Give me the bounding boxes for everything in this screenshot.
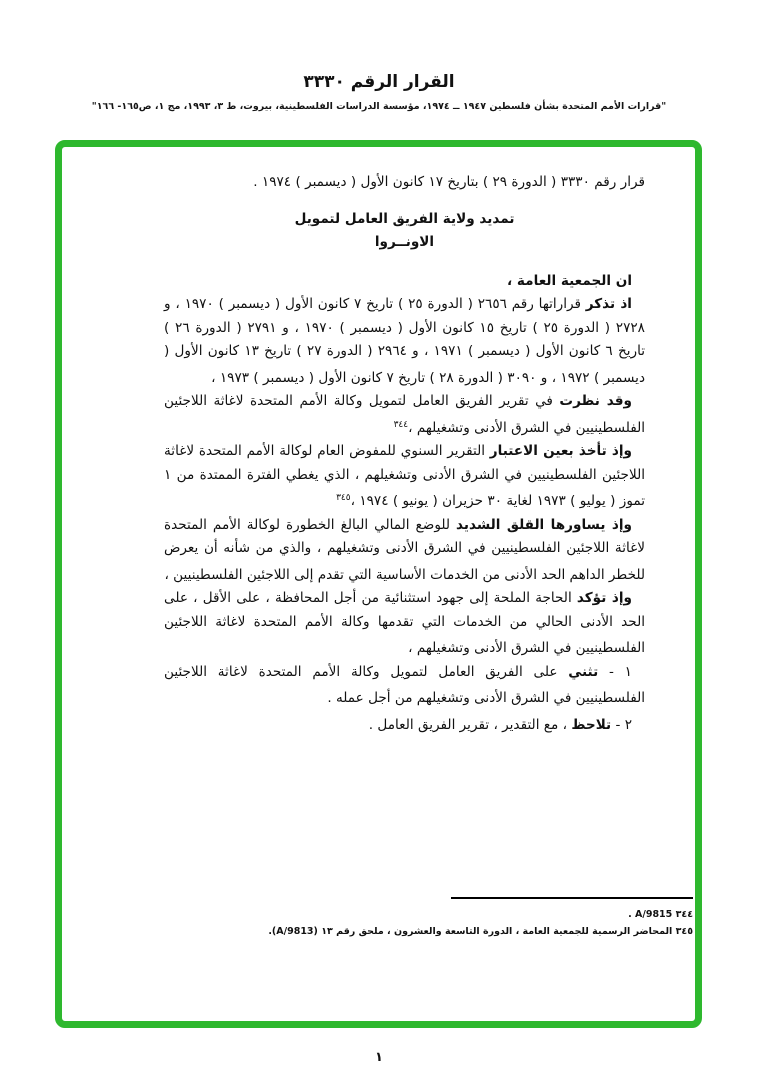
footnote-reference: ٣٤٤ xyxy=(393,419,409,430)
paragraph-lead: وإذ تؤكد xyxy=(576,590,632,606)
paragraph-text: للوضع المالي البالغ الخطورة لوكالة الأمم المتحدة لاغاثة اللاجئين الفلسطينيين في الشرق الأدنى وتشغيلهم ، والذي من شأنه أن يعرض للخطر الداهم الحد الأدنى من الخدمات الأساسية التي تقدم إلى اللاجئين الفلسطينيين ، xyxy=(164,516,645,583)
paragraph-text: التقرير السنوي للمفوض العام لوكالة الأمم المتحدة لاغاثة اللاجئين الفلسطينيين في الشرق الأدنى وتشغيلهم ، الذي يغطي الفترة الممتدة من ١ تموز ( يوليو ) ١٩٧٣ لغاية ٣٠ حزيران ( يونيو ) ١٩٧٤ ، xyxy=(164,443,645,509)
paragraph-lead: تثني xyxy=(568,663,599,680)
paragraph-number: ٢ - xyxy=(611,716,632,733)
paragraph-preamble-5 xyxy=(164,514,645,588)
paragraph-preamble-4 xyxy=(164,440,645,514)
paragraph-lead: وإذ تأخذ بعين الاعتبار xyxy=(489,443,633,459)
resolution-box xyxy=(55,140,702,1028)
paragraph-preamble-1 xyxy=(164,267,645,294)
footnote-text: A/9815 . xyxy=(628,909,673,920)
footnote-reference: ٣٤٥ xyxy=(336,493,351,503)
paragraph-text: على الفريق العامل لتمويل وكالة الأمم المتحدة لاغاثة اللاجئين الفلسطينيين في الشرق الأدنى وتشغيلهم من أجل عمله . xyxy=(164,663,645,706)
paragraph-preamble-3 xyxy=(164,390,645,440)
paragraph-lead: تلاحظ xyxy=(571,716,612,733)
page-title: القرار الرقم ٣٣٣٠ xyxy=(303,72,455,92)
paragraph-text: في تقرير الفريق العامل لتمويل وكالة الأمم المتحدة لاغاثة اللاجئين الفلسطينيين في الشرق الأدنى وتشغيلهم ، xyxy=(164,393,645,436)
resolution-heading xyxy=(164,208,645,255)
paragraph-preamble-2 xyxy=(164,293,645,390)
resolution-intro: قرار رقم ٣٣٣٠ ( الدورة ٢٩ ) بتاريخ ١٧ كانون الأول ( ديسمبر ) ١٩٧٤ . xyxy=(253,174,645,190)
footnotes-section xyxy=(74,897,693,940)
paragraph-number: ١ - xyxy=(598,663,632,680)
source-citation: "قرارات الأمم المتحدة بشأن فلسطين ١٩٤٧ ــ ١٩٧٤، مؤسسة الدراسات الفلسطينية، بيروت، ط ٣، ١٩٩٣، مج ١، ص١٦٥- ١٦٦" xyxy=(91,101,667,112)
paragraph-text: الحاجة الملحة إلى جهود استثنائية من أجل المحافظة ، على الأقل ، على الحد الأدنى الحالي من الخدمات التي تقدمها وكالة الأمم المتحدة لاغاثة اللاجئين الفلسطينيين في الشرق الأدنى وتشغيلهم ، xyxy=(164,590,645,656)
resolution-heading-line1: تمديد ولاية الفريق العامل لتمويل xyxy=(294,210,515,227)
resolution-heading-line2: الاونــروا xyxy=(374,234,435,250)
paragraph-lead: وإذ يساورها القلق الشديد xyxy=(456,516,633,533)
paragraph-preamble-6 xyxy=(164,587,645,661)
paragraph-text: قراراتها رقم ٢٦٥٦ ( الدورة ٢٥ ) تاريخ ٧ كانون الأول ( ديسمبر ) ١٩٧٠ ، و ٢٧٢٨ ( الدورة ٢٥ ) تاريخ ١٥ كانون الأول ( ديسمبر ) ١٩٧٠ ، و ٢٧٩١ ( الدورة ٢٦ ) تاريخ ٦ كانون الأول ( ديسمبر ) ١٩٧١ ، و ٢٩٦٤ ( الدورة ٢٧ ) تاريخ ١٣ كانون الأول ( ديسمبر ) ١٩٧٢ ، و ٣٠٩٠ ( الدورة ٢٨ ) تاريخ ٧ كانون الأول ( ديسمبر ) ١٩٧٣ ، xyxy=(164,296,645,386)
footnote-divider xyxy=(451,897,693,899)
paragraph-lead: وقد نظرت xyxy=(559,393,632,409)
footnote-marker: ٣٤٤ xyxy=(675,909,693,920)
paragraph-operative-2 xyxy=(164,711,645,738)
paragraph-lead: اذ تذكر xyxy=(585,296,632,312)
footnote-text: المحاضر الرسمية للجمعية العامة ، الدورة التاسعة والعشرون ، ملحق رقم ١٣ (A/9813). xyxy=(268,926,673,937)
footnote-2 xyxy=(74,923,693,940)
paragraph-operative-1 xyxy=(164,661,645,711)
page-number: ١ xyxy=(375,1050,383,1065)
resolution-content xyxy=(62,147,695,737)
footnote-marker: ٣٤٥ xyxy=(675,926,693,937)
paragraph-lead: ان الجمعية العامة ، xyxy=(507,272,632,289)
footnote-1 xyxy=(74,906,693,923)
paragraph-text: ، مع التقدير ، تقرير الفريق العامل . xyxy=(368,716,572,733)
